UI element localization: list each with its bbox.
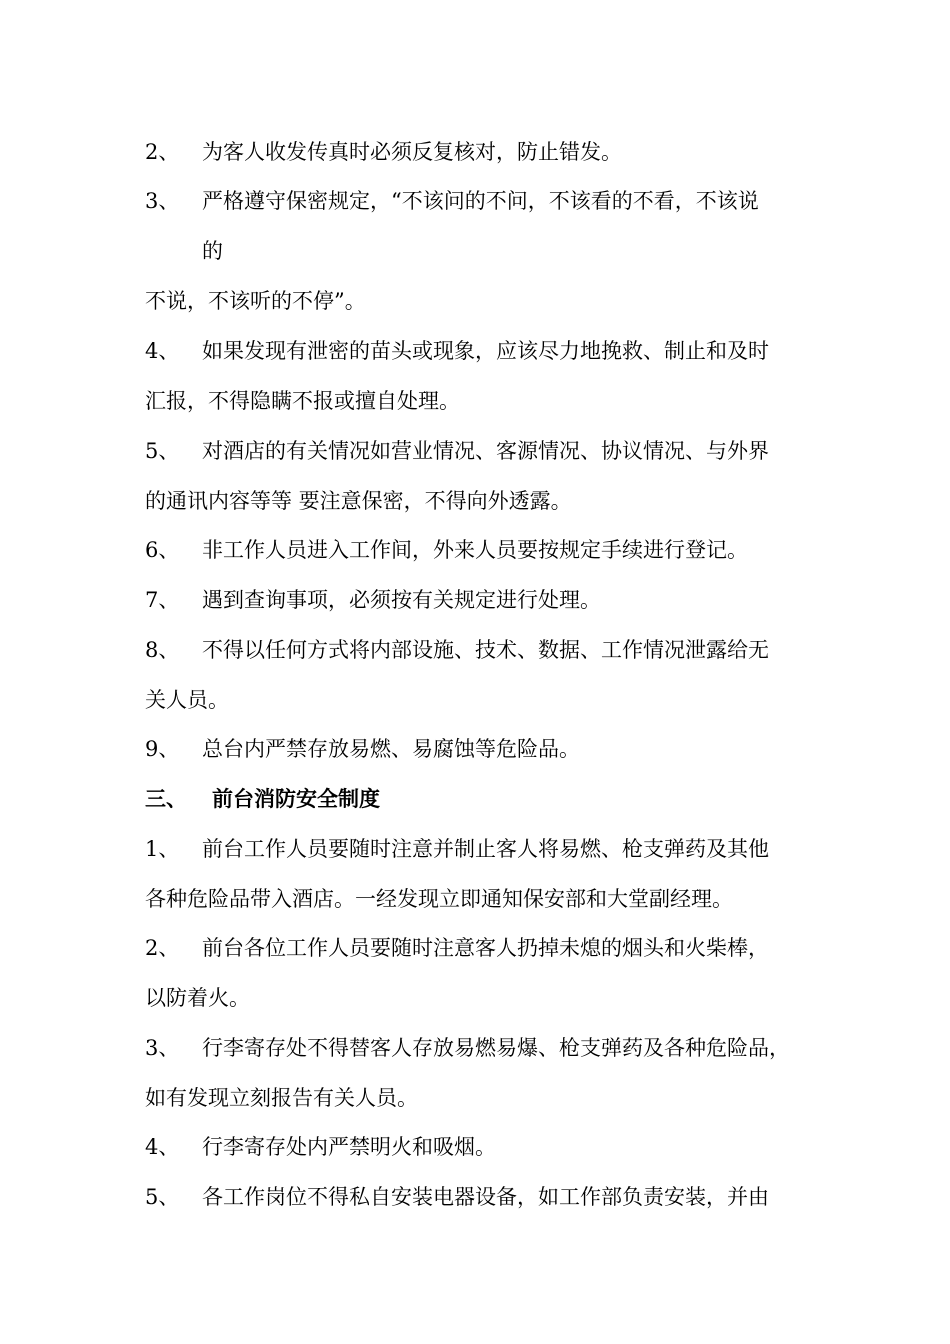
list-number: 3、 [145,189,180,213]
list-item-continuation: 各种危险品带入酒店。一经发现立即通知保安部和大堂副经理。 [145,887,733,911]
list-number: 7、 [145,588,180,612]
section-number: 三、 [145,786,187,811]
list-item-text: 如果发现有泄密的苗头或现象，应该尽力地挽救、制止和及时 [202,339,769,363]
list-number: 4、 [145,339,180,363]
list-number: 3、 [145,1036,180,1060]
list-item-text: 前台各位工作人员要随时注意客人扔掉未熄的烟头和火柴棒， [202,936,769,960]
list-item-text: 各工作岗位不得私自安装电器设备，如工作部负责安装，并由 [202,1185,769,1209]
list-item-wrap: 的 [202,239,223,263]
list-item-text: 行李寄存处内严禁明火和吸烟。 [202,1135,496,1159]
list-item-text: 为客人收发传真时必须反复核对，防止错发。 [202,140,622,164]
list-item-text: 行李寄存处不得替客人存放易燃易爆、枪支弹药及各种危险品， [202,1036,790,1060]
list-number: 4、 [145,1135,180,1159]
list-item-text: 对酒店的有关情况如营业情况、客源情况、协议情况、与外界 [202,439,769,463]
list-number: 2、 [145,140,180,164]
list-number: 2、 [145,936,180,960]
list-item-text: 严格遵守保密规定，“不该问的不问，不该看的不看，不该说 [202,189,759,213]
list-item-continuation: 不说，不该听的不停”。 [145,289,366,313]
list-number: 5、 [145,439,180,463]
list-item-continuation: 关人员。 [145,688,229,712]
list-number: 9、 [145,737,180,761]
list-number: 6、 [145,538,180,562]
section-title: 前台消防安全制度 [212,786,380,811]
list-item-continuation: 汇报，不得隐瞒不报或擅自处理。 [145,389,460,413]
list-item-text: 前台工作人员要随时注意并制止客人将易燃、枪支弹药及其他 [202,837,769,861]
list-number: 8、 [145,638,180,662]
list-number: 5、 [145,1185,180,1209]
list-item-text: 总台内严禁存放易燃、易腐蚀等危险品。 [202,737,580,761]
list-item-continuation: 的通讯内容等等 要注意保密，不得向外透露。 [145,489,572,513]
list-item-text: 遇到查询事项，必须按有关规定进行处理。 [202,588,601,612]
list-item-continuation: 如有发现立刻报告有关人员。 [145,1086,418,1110]
list-item-continuation: 以防着火。 [145,986,250,1010]
list-item-text: 非工作人员进入工作间，外来人员要按规定手续进行登记。 [202,538,748,562]
list-item-text: 不得以任何方式将内部设施、技术、数据、工作情况泄露给无 [202,638,769,662]
list-number: 1、 [145,837,180,861]
